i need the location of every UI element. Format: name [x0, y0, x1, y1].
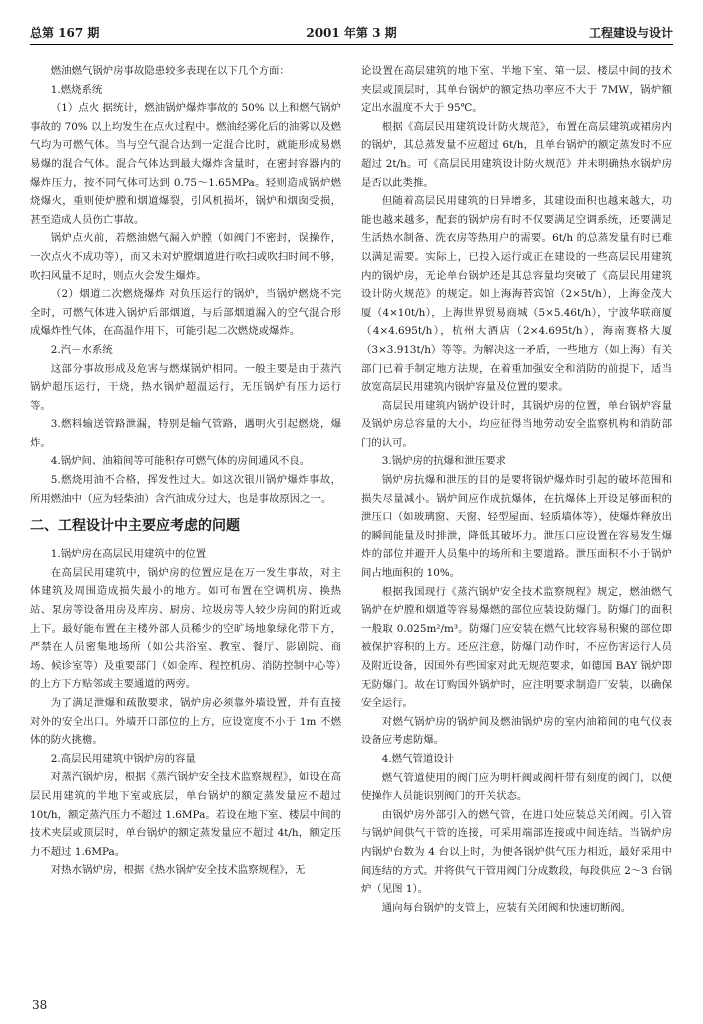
left-column [30, 62, 341, 1007]
paragraph: 通向每台锅炉的支管上，应装有关闭阀和快速切断阀。 [381, 901, 632, 914]
header-issue-year: 2001 年第 3 期 [306, 26, 397, 40]
paragraph: 由锅炉房外部引入的燃气管，在进口处应装总关闭阀。引入管与锅炉间供气干管的连接，可采用端部连接或中间连结。当锅炉房内锅炉台数为 4 台以上时，为便各锅炉供气压力相近，最好采用中间连结的方式。并将供气干管用阀门分成数段，每段供应 2～3 台锅炉（见图 1）。 [361, 808, 672, 896]
page-number: 38 [32, 998, 48, 1012]
subsection-title: 2.汽－水系统 [50, 343, 113, 356]
paragraph: 5.燃烧用油不合格，挥发性过大。如这次银川锅炉爆炸事故，所用燃油中（应为轻柴油）含汽油成分过大，也是事故原因之一。 [30, 474, 341, 505]
subsection-title: 2.高层民用建筑中锅炉房的容量 [50, 752, 196, 765]
paragraph: 对热水锅炉房，根据《热水锅炉安全技术监察规程》，无 [50, 864, 306, 877]
header-journal-title: 工程建设与设计 [588, 26, 673, 40]
paragraph: 根据我国现行《蒸汽锅炉安全技术监察规程》规定，燃油燃气锅炉在炉膛和烟道等容易爆燃的部位应装设防爆门。防爆门的面积一般取 0.025m²/m³。防爆门应安装在燃气比较容易积聚的部位即被保护容积的上方。还应注意，防爆门动作时，不应伤害运行人员及附近设备，因国外有些国家对此无规范要求，如德国 BAY 锅炉即无防爆门。故在订购国外锅炉时，应注明要求制造厂安装，以确保安全运行。 [361, 585, 672, 710]
paragraph: 但随着高层民用建筑的日异增多，其建设面积也越来越大，功能也越来越多，配套的锅炉房有时不仅要满足空调系统，还要满足生活热水制备、洗衣房等热用户的需要。6t/h 的总蒸发量有时已难以满足需要。实际上，已投入运行或正在建设的一些高层民用建筑内的锅炉房，无论单台锅炉还是其总容量均突破了《高层民用建筑设计防火规范》的规定。如上海海苔宾馆（2×5t/h），上海金茂大厦（4×10t/h），上海世界贸易商城（5×5.46t/h），宁波华联商厦（4×4.695t/h），杭州大酒店（2×4.695t/h），海南赛格大厦（3×3.913t/h）等等。为解决这一矛盾，一些地方（如上海）有关部门已着手制定地方法规，在着重加强安全和消防的前提下，适当放宽高层民用建筑内锅炉容量及位置的要求。 [361, 195, 672, 394]
header-issue-total: 总第 167 期 [30, 26, 100, 40]
paragraph: 4.锅炉间、油箱间等可能积存可燃气体的房间通风不良。 [50, 455, 311, 468]
subsection-title: 1.燃烧系统 [50, 83, 103, 96]
paragraph: 在高层民用建筑中，锅炉房的位置应是在万一发生事故，对主体建筑及周围造成损失最小的地方。如可布置在空调机房、换热站、泵房等设备用房及库房、厨房、垃圾房等人较少房间的附近或上下。最好能布置在主楼外部人员稀少的空旷场地象绿化带下方，严禁在人员密集地场所（如公共浴室、教室、餐厅、影剧院、商场、候诊室等）及重要部门（如金库、程控机房、消防控制中心等）的上方下方贴邻或主要通道的两旁。 [30, 566, 341, 691]
subsection-title: 3.锅炉房的抗爆和泄压要求 [381, 455, 507, 468]
header-rule [30, 44, 673, 45]
paragraph: （1）点火 据统计，燃油锅炉爆炸事故的 50% 以上和燃气锅炉事故的 70% 以上均发生在点火过程中。燃油经雾化后的油雾以及燃气均为可燃气体。当与空气混合达到一定混合比时，就能形成易燃易爆的混合气体。混合气体达到最大爆炸含量时，在密封容器内的爆炸压力，按不同气体可达到 0.75～1.65MPa。轻则造成锅炉燃烧爆火，重则使炉膛和烟道爆裂，引风机损坏，锅炉和烟囱受损，甚至造成人员伤亡事故。 [30, 102, 341, 226]
running-header [30, 24, 673, 42]
paragraph: 锅炉房抗爆和泄压的目的是要将锅炉爆炸时引起的破坏范围和损失尽量减小。锅炉间应作成抗爆体，在抗爆体上开设足够面积的泄压口（如玻璃窗、天窗、轻型屋面、轻质墙体等），使爆炸释放出的瞬间能量及时排泄，降低其破坏力。泄压口应设置在容易发生爆炸的部位并避开人员集中的场所和主要道路。泄压面积不小于锅炉间占地面积的 10%。 [361, 474, 672, 580]
paragraph: 高层民用建筑内锅炉设计时，其锅炉房的位置，单台锅炉容量及锅炉房总容量的大小，均应征得当地劳动安全监察机构和消防部门的认可。 [361, 399, 672, 449]
paragraph: 论设置在高层建筑的地下室、半地下室、第一层、楼层中间的技术夹层或顶层时，其单台锅炉的额定热功率应不大于 7MW，锅炉额定出水温度不大于 95℃。 [361, 65, 672, 115]
paragraph: 燃油燃气锅炉房事故隐患较多表现在以下几个方面： [50, 65, 290, 77]
paragraph: 这部分事故形成及危害与燃煤锅炉相同。一般主要是由于蒸汽锅炉超压运行，干烧，热水锅炉超温运行，无压锅炉有压力运行等。 [30, 362, 341, 412]
paragraph: 根据《高层民用建筑设计防火规范》，布置在高层建筑或裙房内的锅炉，其总蒸发量不应超过 6t/h，且单台锅炉的额定蒸发时不应超过 2t/h。可《高层民用建筑设计防火规范》并未明确热水锅炉房是否以此类推。 [361, 120, 672, 189]
paragraph: 为了满足泄爆和疏散要求，锅炉房必须靠外墙设置，并有直接对外的安全出口。外墙开口部位的上方，应设宽度不小于 1m 不燃体的防火挑檐。 [30, 697, 341, 747]
paragraph: 燃气管道使用的阀门应为明杆阀或阀杆带有刻度的阀门，以便使操作人员能识别阀门的开关状态。 [361, 771, 672, 803]
section-heading: 二、工程设计中主要应考虑的问题 [30, 518, 240, 535]
right-column [361, 62, 672, 1007]
paragraph: 对燃气锅炉房的锅炉间及燃油锅炉房的室内油箱间的电气仪表设备应考虑防爆。 [361, 715, 672, 747]
paragraph: 3.燃料输送管路泄漏，特别是输气管路，遇明火引起燃烧，爆炸。 [30, 418, 341, 449]
subsection-title: 4.燃气管道设计 [381, 752, 455, 765]
subsection-title: 1.锅炉房在高层民用建筑中的位置 [50, 548, 207, 561]
paragraph: 锅炉点火前，若燃油燃气漏入炉膛（如阀门不密封，误操作，一次点火不成功等），而又未对炉膛烟道进行吹扫或吹扫时间不够，吹扫风量不足时，则点火会发生爆炸。 [30, 232, 341, 282]
paragraph: 对蒸汽锅炉房，根据《蒸汽锅炉安全技术监察规程》，如设在高层民用建筑的半地下室或底层，单台锅炉的额定蒸发量应不超过 10t/h，额定蒸汽压力不超过 1.6MPa。若设在地下室、楼层中间的技术夹层或顶层时，单台锅炉的额定蒸发量应不超过 4t/h，额定压力不超过 1.6MPa。 [30, 771, 341, 858]
paragraph: （2）烟道二次燃烧爆炸 对负压运行的锅炉，当锅炉燃烧不完全时，可燃气体进入锅炉后部烟道，与后部烟道漏入的空气混合形成爆炸性气体，在高温作用下，可能引起二次燃烧或爆炸。 [30, 288, 341, 338]
